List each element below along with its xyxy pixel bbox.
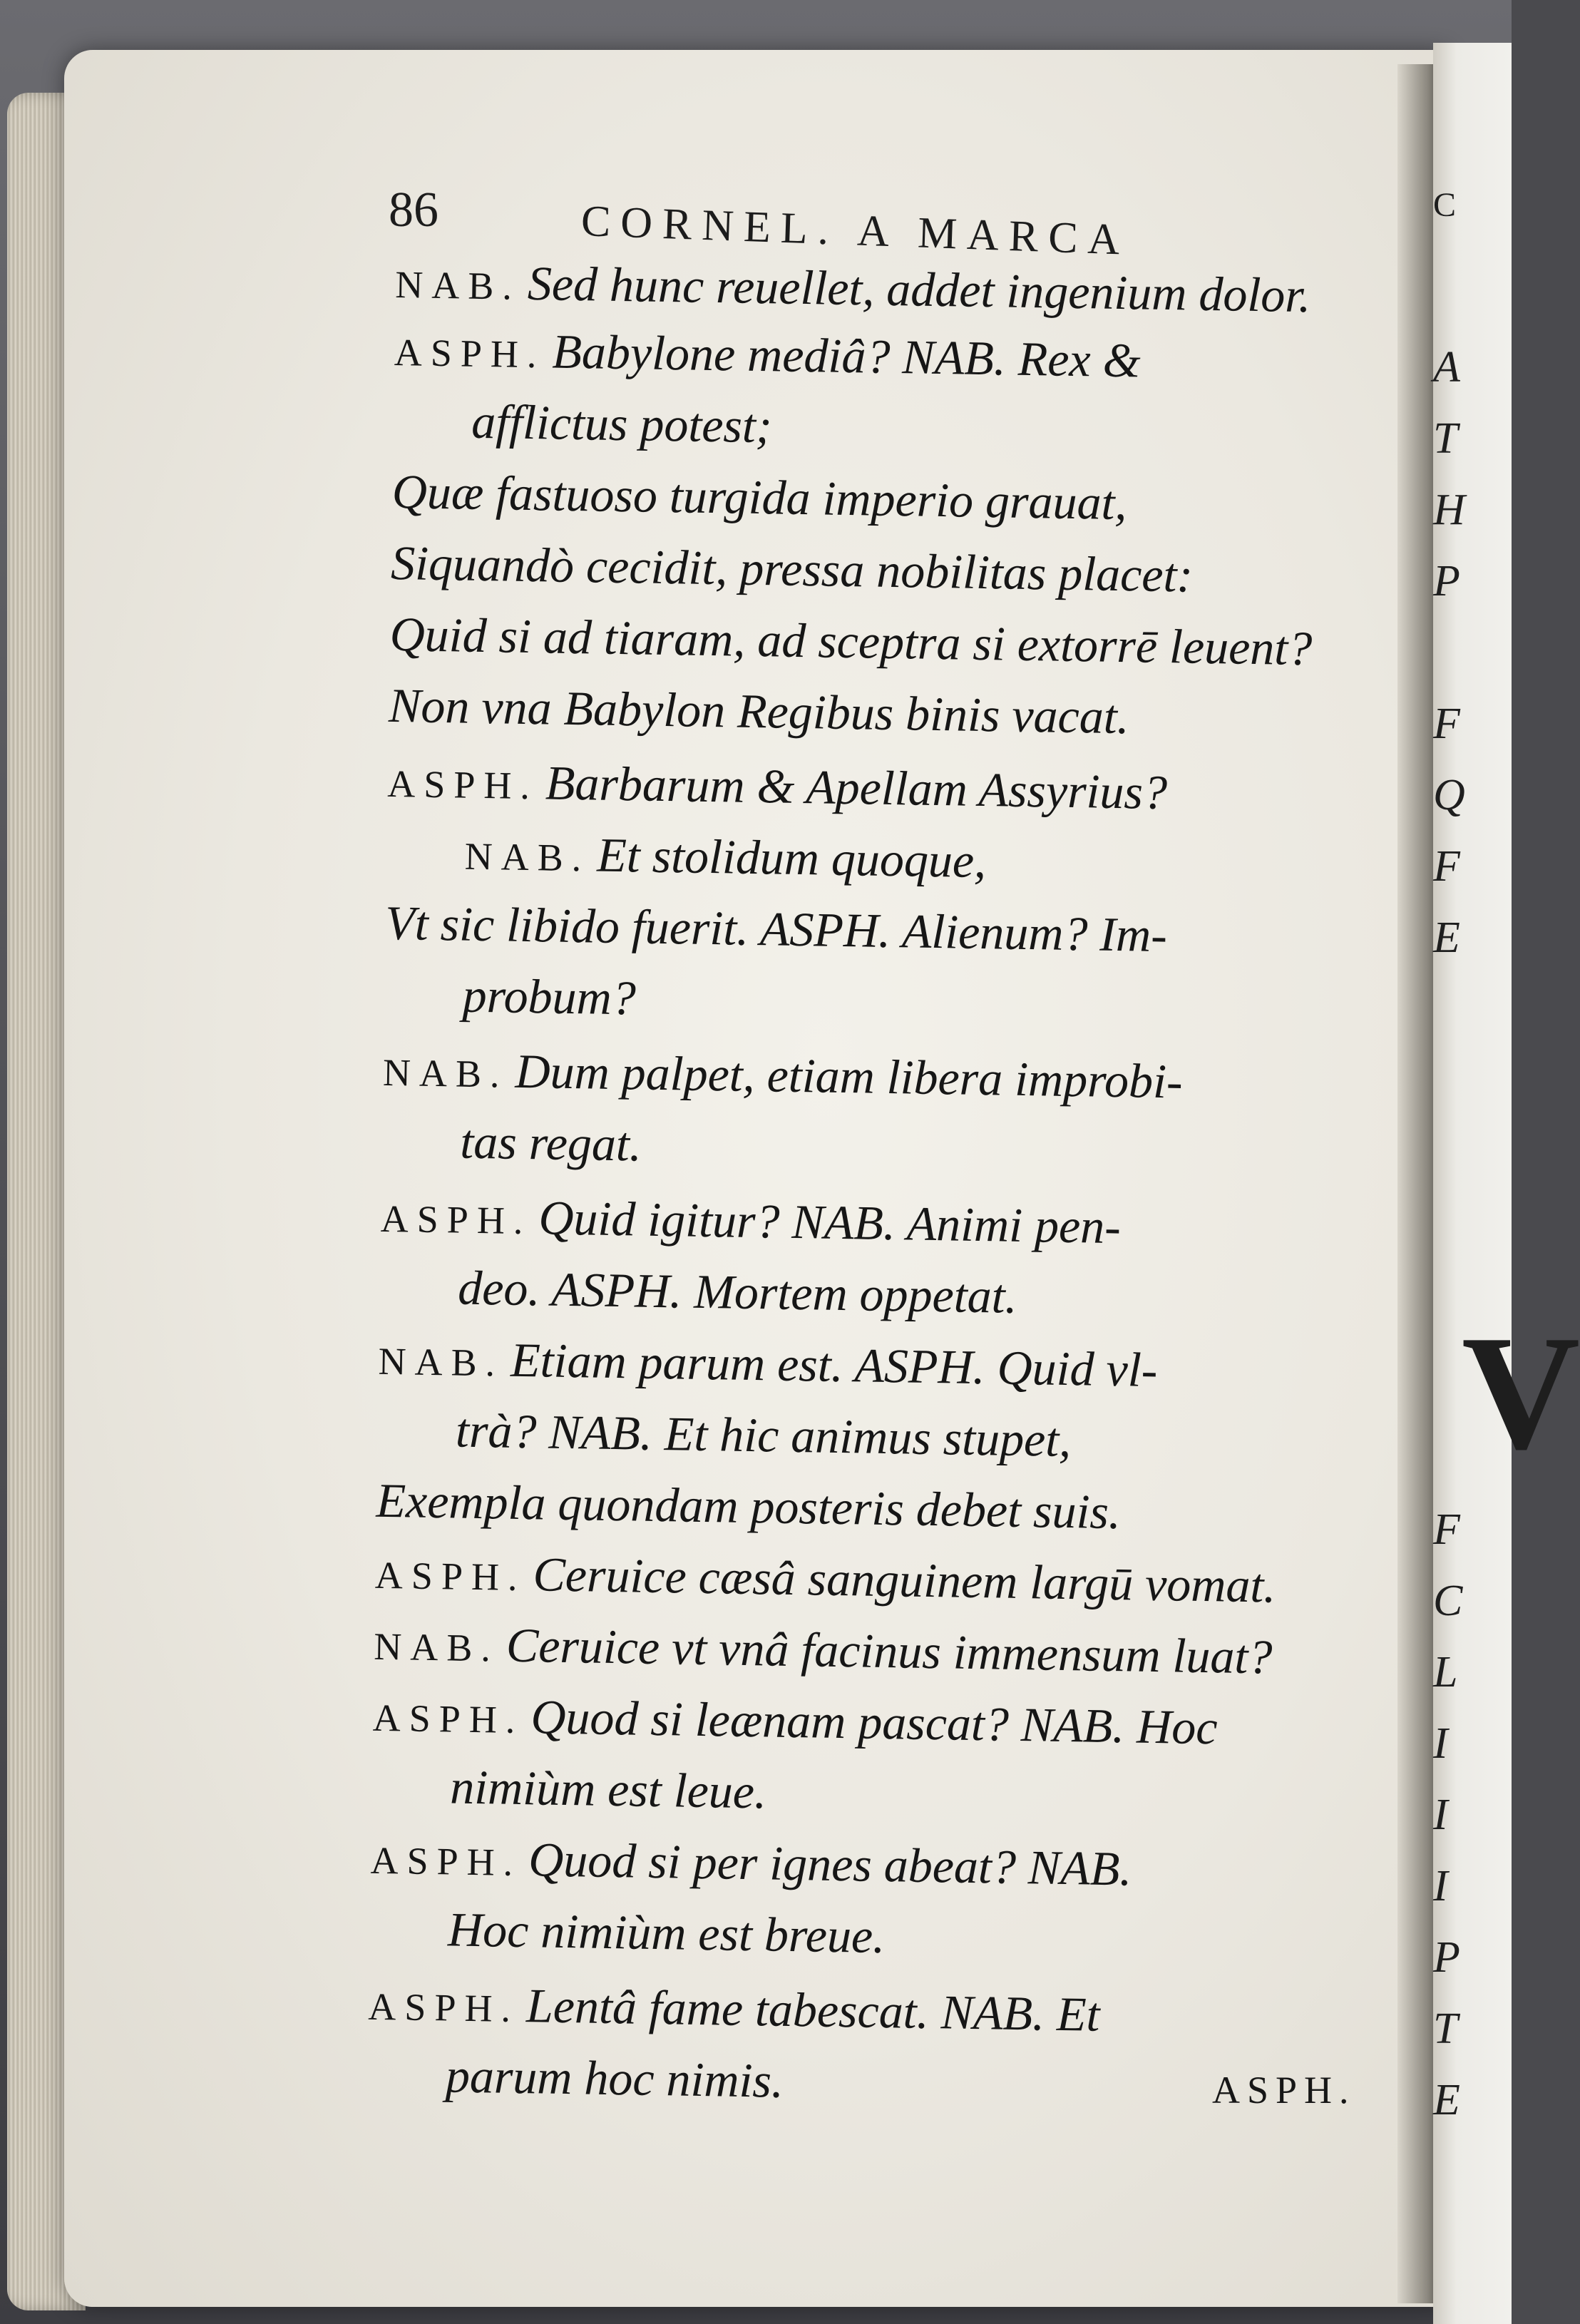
right-page-glyph: F: [1433, 842, 1460, 891]
verse-text-content: Siquandò cecidit, pressa nobilitas placet:: [390, 535, 1194, 603]
catchword: ASPH.: [1212, 2069, 1356, 2111]
speaker-label: NAB.: [382, 1050, 508, 1096]
speaker-label: ASPH.: [370, 1838, 522, 1885]
verse-line: [384, 895, 1168, 963]
verse-text-content: tas regat.: [459, 1114, 642, 1172]
right-page-fragment: [1433, 43, 1580, 2324]
verse-text-content: Quæ fastuoso turgida imperio grauat,: [391, 464, 1128, 531]
right-page-glyph: E: [1433, 2076, 1460, 2124]
verse-text-content: afflictus potest;: [471, 394, 773, 454]
verse-text-content: Quod si leænam pascat? NAB. Hoc: [530, 1689, 1219, 1755]
verse-line: [457, 1260, 1018, 1324]
verse-text-content: Ceruice cæsâ sanguinem largū vomat.: [532, 1547, 1276, 1613]
verse-text-content: parum hoc nimis.: [445, 2048, 784, 2108]
right-page-glyph: E: [1433, 913, 1460, 962]
verse-text-content: Quid si ad tiaram, ad sceptra si extorrē leuent?: [389, 606, 1313, 676]
verse-text-content: Quid igitur? NAB. Animi pen-: [538, 1190, 1122, 1254]
verse-text-content: Babylone mediâ? NAB. Rex &: [551, 324, 1142, 388]
verse-line: [462, 968, 637, 1025]
verse-line: [388, 677, 1130, 744]
speaker-label: NAB.: [394, 262, 521, 308]
verse-text-content: Lentâ fame tabescat. NAB. Et: [525, 1978, 1101, 2042]
speaker-label: NAB.: [378, 1339, 504, 1385]
verse-line: [464, 827, 987, 889]
speaker-label: ASPH.: [367, 1985, 520, 2031]
verse-line: [471, 394, 773, 454]
verse-text-content: probum?: [462, 968, 637, 1025]
speaker-label: NAB.: [373, 1624, 500, 1670]
speaker-label: ASPH.: [372, 1696, 524, 1742]
verse-text-content: Hoc nimiùm est breue.: [447, 1902, 886, 1964]
right-page-glyph: F: [1433, 700, 1460, 748]
page-number: 86: [389, 183, 438, 237]
left-page: [64, 50, 1447, 2307]
verse-line: [459, 1114, 642, 1172]
verse-line: [376, 1473, 1122, 1540]
verse-line: [390, 535, 1194, 603]
verse-text-content: Barbarum & Apellam Assyrius?: [545, 755, 1168, 820]
page-header: [389, 182, 1387, 265]
right-page-glyph: P: [1433, 1933, 1460, 1982]
verse-line: [445, 2048, 784, 2108]
verse-text-content: Etiam parum est. ASPH. Quid vl-: [510, 1332, 1158, 1397]
verse-text-content: Dum palpet, etiam libera improbi-: [515, 1043, 1184, 1109]
right-page-glyph: L: [1433, 1648, 1458, 1696]
verse-line: [373, 1617, 1273, 1684]
right-page-dropcap: V: [1462, 1301, 1580, 1483]
right-page-glyph: P: [1433, 557, 1460, 605]
speaker-label: ASPH.: [380, 1197, 532, 1243]
right-page-glyph: Q: [1433, 771, 1465, 819]
verse-text-content: Sed hunc reuellet, addet ingenium dolor.: [527, 255, 1311, 323]
verse-text-content: Non vna Babylon Regibus binis vacat.: [388, 677, 1130, 744]
verse-line: [449, 1759, 767, 1819]
right-page-glyph: I: [1433, 1719, 1448, 1768]
right-page-glyph: T: [1433, 2005, 1458, 2053]
verse-text-content: Vt sic libido fuerit. ASPH. Alienum? Im-: [384, 895, 1168, 963]
verse-text-content: nimiùm est leue.: [449, 1759, 767, 1819]
speaker-label: NAB.: [464, 834, 590, 880]
speaker-label: ASPH.: [394, 330, 545, 377]
right-page-glyph: T: [1433, 414, 1458, 463]
right-page-glyph: C: [1433, 1577, 1463, 1625]
verse-text-content: Et stolidum quoque,: [596, 827, 987, 889]
right-page-glyph: I: [1433, 1791, 1448, 1839]
verse-line: [394, 255, 1311, 323]
verse-text-content: Exempla quondam posteris debet suis.: [376, 1473, 1122, 1540]
speaker-label: ASPH.: [374, 1553, 526, 1599]
verse-text-content: deo. ASPH. Mortem oppetat.: [457, 1260, 1018, 1324]
right-page-glyph: A: [1433, 343, 1460, 391]
verse-text-content: Ceruice vt vnâ facinus immensum luat?: [506, 1617, 1273, 1684]
right-page-glyph: C: [1433, 186, 1460, 224]
right-page-glyph: I: [1433, 1862, 1448, 1910]
running-head: CORNEL. A MARCA: [580, 197, 1131, 265]
verse-text-content: Quod si per ignes abeat? NAB.: [528, 1832, 1132, 1896]
speaker-label: ASPH.: [386, 762, 539, 808]
right-page-glyph: H: [1433, 486, 1465, 534]
verse-text-content: trà? NAB. Et hic animus stupet,: [455, 1403, 1072, 1468]
verse-line: [391, 464, 1128, 531]
verse-line: [455, 1403, 1072, 1468]
verse-line: [447, 1902, 886, 1964]
right-page-glyph: F: [1433, 1505, 1460, 1554]
